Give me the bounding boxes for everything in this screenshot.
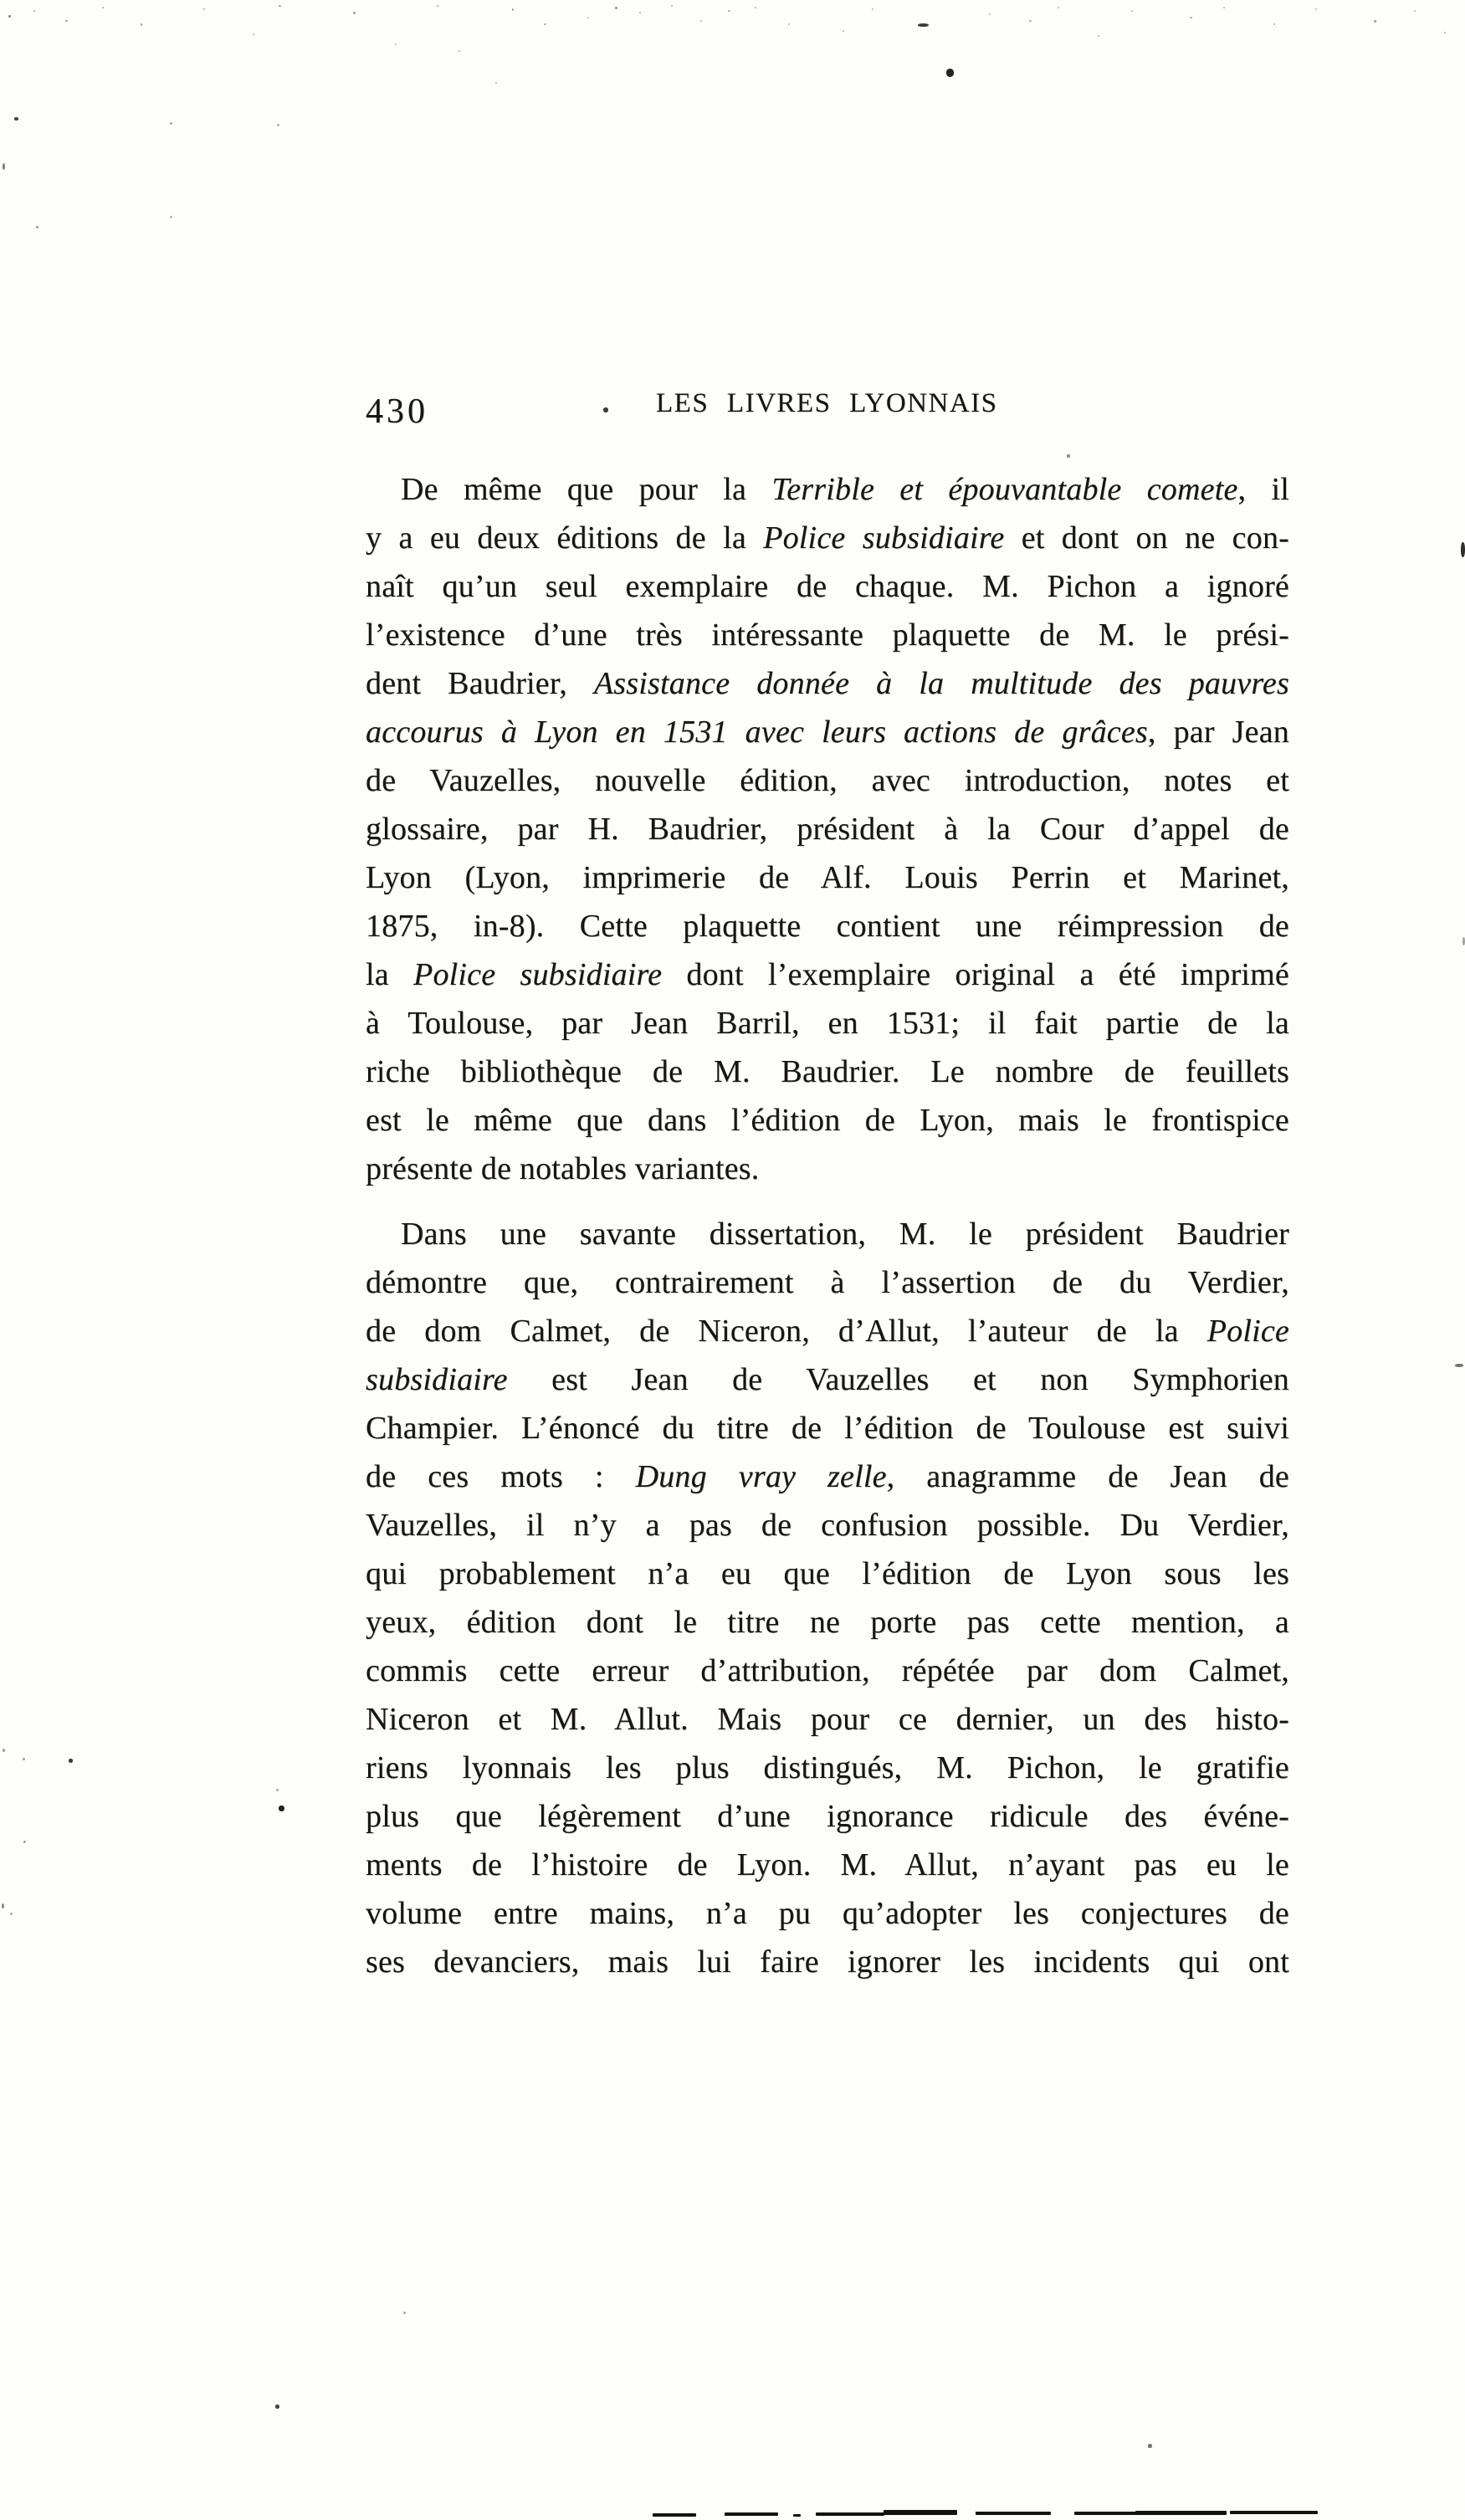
text-line <box>366 708 1289 756</box>
scan-speck <box>1461 542 1465 557</box>
text-line <box>366 1501 1289 1549</box>
scan-speck <box>170 122 172 125</box>
scan-speck <box>700 20 702 22</box>
text-line <box>366 902 1289 950</box>
scan-speck <box>23 1758 25 1760</box>
text-run: démontre que, contrairement à l’assertion de du Verdier, <box>366 1265 1289 1300</box>
italic-text-run: Police <box>1206 1314 1289 1349</box>
scan-speck <box>918 23 929 27</box>
scan-speck <box>544 23 546 25</box>
scan-speck <box>760 875 762 878</box>
scan-speck <box>403 2312 406 2314</box>
scan-speck <box>788 23 790 25</box>
scan-speck <box>458 50 460 52</box>
text-line <box>366 562 1289 611</box>
text-line <box>366 1744 1289 1792</box>
page-edge-dash <box>884 2510 957 2515</box>
scan-speck <box>395 44 397 45</box>
text-line <box>366 1307 1289 1355</box>
page-edge-dash <box>1230 2511 1318 2514</box>
scan-speck <box>277 124 279 126</box>
text-run: , par Jean <box>1147 715 1289 750</box>
scan-speck <box>14 117 18 120</box>
scan-speck <box>603 407 608 412</box>
text-run: , il <box>1237 472 1289 507</box>
scan-speck <box>3 1749 5 1752</box>
scan-speck <box>843 30 844 32</box>
text-line <box>366 1355 1289 1404</box>
text-run: Lyon (Lyon, imprimerie de Alf. Louis Perrin et Marinet, <box>366 860 1289 895</box>
text-line <box>366 805 1289 853</box>
page-edge-dash <box>816 2512 884 2516</box>
italic-text-run: accourus à Lyon en 1531 avec leurs actions de grâces <box>366 715 1148 750</box>
scan-speck <box>1190 17 1192 18</box>
text-run: la <box>366 957 414 992</box>
scan-speck <box>23 1841 26 1843</box>
text-run: présente de notables variantes. <box>366 1151 760 1186</box>
scan-speck <box>1273 23 1275 25</box>
scan-speck <box>495 82 497 84</box>
text-run: dont l’exemplaire original a été imprimé <box>662 957 1289 992</box>
text-line <box>366 1841 1289 1889</box>
text-line <box>366 1145 1289 1193</box>
text-run: à Toulouse, par Jean Barril, en 1531; il fait partie de la <box>366 1006 1289 1041</box>
text-line <box>366 756 1289 805</box>
scan-speck <box>1414 10 1416 12</box>
scan-speck <box>1098 35 1099 37</box>
italic-text-run: Police subsidiaire <box>763 520 1005 556</box>
text-run: de Vauzelles, nouvelle édition, avec introduction, notes et <box>366 763 1289 798</box>
text-line <box>366 950 1289 999</box>
text-run: y a eu deux éditions de la <box>366 520 764 556</box>
text-run: naît qu’un seul exemplaire de chaque. M. Pichon a ignoré <box>366 569 1289 604</box>
text-run: qui probablement n’a eu que l’édition de Lyon sous les <box>366 1556 1289 1591</box>
text-line <box>366 1047 1289 1096</box>
text-line <box>366 1647 1289 1695</box>
text-run: De même que pour la <box>401 472 772 507</box>
scan-speck <box>276 1789 279 1791</box>
scan-speck <box>1148 2444 1152 2448</box>
text-run: l’existence d’une très intéressante plaquette de M. le prési- <box>366 617 1289 653</box>
scan-speck <box>279 5 281 7</box>
scan-speck <box>639 12 641 13</box>
text-line <box>366 1938 1289 1986</box>
scan-speck <box>65 20 68 22</box>
scan-speck <box>141 23 142 26</box>
scan-speck <box>170 216 172 218</box>
text-run: yeux, édition dont le titre ne porte pas cette mention, a <box>366 1605 1289 1640</box>
scan-speck <box>755 7 756 8</box>
italic-text-run: Police subsidiaire <box>413 957 663 992</box>
page-edge-dash <box>1074 2512 1136 2515</box>
body-text <box>366 465 1289 1986</box>
text-line <box>366 1258 1289 1307</box>
scan-speck <box>102 7 104 8</box>
scan-speck <box>279 1805 284 1811</box>
text-run: ses devanciers, mais lui faire ignorer les incidents qui ont <box>366 1944 1289 1980</box>
scan-speck <box>1223 7 1225 8</box>
scan-speck <box>1131 10 1133 12</box>
text-run: volume entre mains, n’a pu qu’adopter les conjectures de <box>366 1896 1289 1931</box>
text-run: est le même que dans l’édition de Lyon, mais le frontispice <box>366 1103 1289 1138</box>
text-run: de dom Calmet, de Niceron, d’Allut, l’auteur de la <box>366 1314 1207 1349</box>
paragraph <box>366 465 1289 1193</box>
scan-speck <box>275 2405 279 2409</box>
text-run: plus que légèrement d’une ignorance ridicule des événe- <box>366 1799 1289 1834</box>
scan-speck <box>1315 8 1317 10</box>
scan-speck <box>1067 454 1070 458</box>
text-line <box>366 1695 1289 1744</box>
scan-speck <box>946 69 954 77</box>
scan-speck <box>1455 1364 1463 1367</box>
text-line <box>366 1889 1289 1938</box>
scan-speck <box>615 7 617 9</box>
text-line <box>366 1452 1289 1501</box>
scan-speck <box>2 1903 4 1908</box>
scan-speck <box>203 8 205 10</box>
italic-text-run: subsidiaire <box>366 1362 508 1397</box>
scan-speck <box>872 8 873 10</box>
text-run: commis cette erreur d’attribution, répétée par dom Calmet, <box>366 1653 1289 1688</box>
text-line <box>366 465 1289 514</box>
text-line <box>366 1210 1289 1258</box>
scan-speck <box>3 163 5 170</box>
text-run: glossaire, par H. Baudrier, président à la Cour d’appel de <box>366 812 1289 847</box>
scan-speck <box>1029 20 1032 22</box>
italic-text-run: Terrible et épouvantable comete <box>771 472 1238 507</box>
page-number: 430 <box>366 392 428 431</box>
text-run: Dans une savante dissertation, M. le président Baudrier <box>401 1216 1289 1252</box>
page-edge-dash <box>653 2513 696 2517</box>
scan-speck <box>8 15 11 18</box>
text-run: 1875, in-8). Cette plaquette contient une réimpression de <box>366 909 1289 944</box>
text-line <box>366 853 1289 902</box>
text-run: Niceron et M. Allut. Mais pour ce dernier, un des histo- <box>366 1702 1289 1737</box>
italic-text-run: Assistance donnée à la multitude des pauvres <box>593 666 1289 701</box>
italic-text-run: Dung vray zelle <box>635 1459 887 1494</box>
text-line <box>366 1404 1289 1452</box>
page-edge-dash <box>793 2514 801 2517</box>
text-line <box>366 1096 1289 1145</box>
text-run: riens lyonnais les plus distingués, M. Pichon, le gratifie <box>366 1750 1289 1785</box>
scan-speck <box>728 10 730 12</box>
scan-speck <box>512 8 514 11</box>
text-run: ments de l’histoire de Lyon. M. Allut, n’ayant pas eu le <box>366 1847 1289 1882</box>
text-line <box>366 1598 1289 1647</box>
text-run: est Jean de Vauzelles et non Symphorien <box>507 1362 1289 1397</box>
text-line <box>366 1549 1289 1598</box>
text-line <box>366 659 1289 708</box>
scan-speck <box>69 1759 73 1763</box>
running-header: LES LIVRES LYONNAIS <box>656 388 998 418</box>
scan-speck <box>671 5 673 7</box>
text-run: Vauzelles, il n’y a pas de confusion possible. Du Verdier, <box>366 1508 1289 1543</box>
text-line <box>366 999 1289 1047</box>
scan-speck <box>1374 20 1376 23</box>
text-line <box>366 611 1289 659</box>
text-line <box>366 1792 1289 1841</box>
scan-speck <box>36 226 38 228</box>
scan-speck <box>587 17 589 18</box>
scan-speck <box>353 12 356 14</box>
scan-speck <box>989 13 991 15</box>
page-edge-dash <box>1135 2511 1227 2515</box>
scan-speck <box>253 33 254 35</box>
text-run: Champier. L’énoncé du titre de l’édition de Toulouse est suivi <box>366 1411 1289 1446</box>
scan-speck <box>33 10 35 12</box>
scan-speck <box>437 5 438 7</box>
scan-speck <box>10 1913 13 1915</box>
page-edge-dash <box>725 2512 778 2516</box>
text-run: de ces mots : <box>366 1459 636 1494</box>
text-line <box>366 514 1289 562</box>
scan-speck <box>1444 32 1446 33</box>
page-edge-dash <box>976 2512 1051 2515</box>
text-run: , anagramme de Jean de <box>886 1459 1289 1494</box>
paragraph <box>366 1210 1289 1986</box>
text-run: dent Baudrier, <box>366 666 594 701</box>
scan-speck <box>1058 7 1059 8</box>
text-run: et dont on ne con- <box>1004 520 1289 556</box>
text-run: riche bibliothèque de M. Baudrier. Le nombre de feuillets <box>366 1054 1289 1089</box>
